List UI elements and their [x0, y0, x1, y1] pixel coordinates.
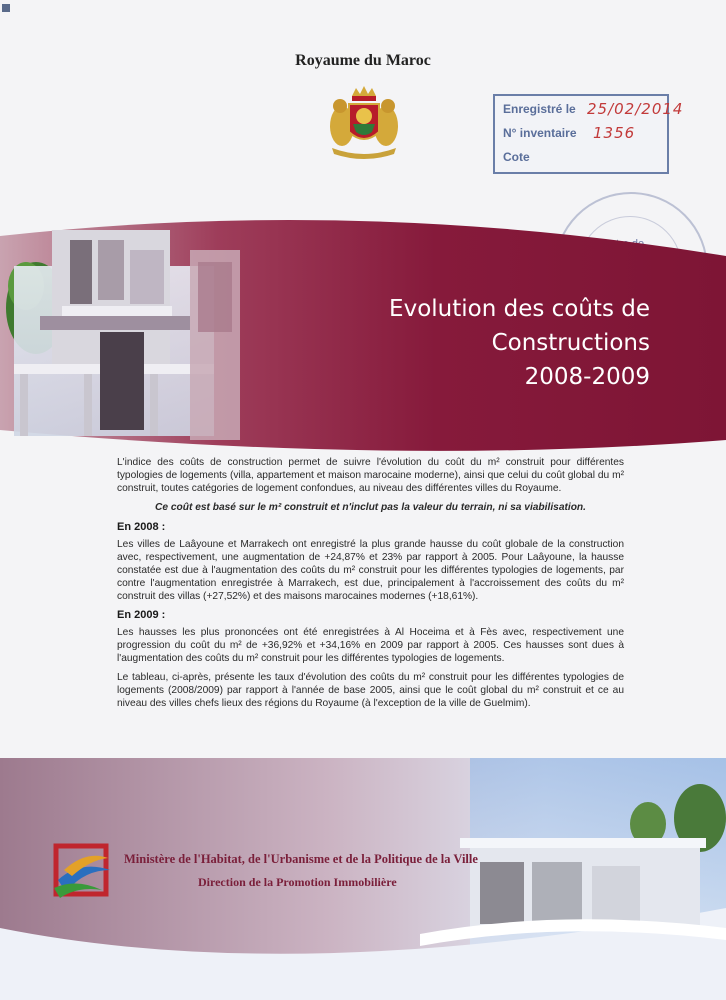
cote-label: Cote [503, 150, 530, 164]
emphasis-note: Ce coût est basé sur le m² construit et n'inclut pas la valeur du terrain, ni sa viabilisation. [155, 502, 586, 513]
paragraph-2009: Les hausses les plus prononcées ont été enregistrées à Al Hoceima et à Fès avec, respectivement une progression du coût du m² de +36,92% et +34,16% en 2009 par rapport à 2005. Ces hausses sont dues à l'augmentation des coûts du m² construit pour les différentes typologies de logements. [117, 627, 624, 664]
inventory-label: N° inventaire [503, 126, 577, 140]
scan-corner-mark [2, 4, 10, 12]
registration-stamp [493, 94, 684, 174]
registered-date: 25/02/2014 [587, 100, 684, 118]
intro-paragraph: L'indice des coûts de construction permet de suivre l'évolution du coût du m² construit pour différentes typologies de logements (villa, appartement et maison marocaine moderne), ainsi que celui du coût global du m² construit, toutes catégories de logement confondues, au niveau des différentes villes du Royaume. [117, 457, 624, 494]
inventory-number: 1356 [593, 124, 636, 142]
kingdom-title: Royaume du Maroc [295, 52, 431, 69]
paragraph-table: Le tableau, ci-après, présente les taux d'évolution des coûts du m² construit pour les différentes typologies de logements (2008/2009) par rapport à l'année de base 2005, ainsi que le coût global du m² construit et ce au niveau des villes chefs lieux des régions du Royaume (à l'exception de la ville de Guelmim). [117, 672, 624, 709]
main-content [117, 456, 624, 716]
registered-label: Enregistré le [503, 102, 576, 116]
heading-2009: En 2009 : [117, 609, 166, 621]
ministry-logo-icon [50, 840, 114, 904]
ministry-name: Ministère de l'Habitat, de l'Urbanisme et de la Politique de la Ville [124, 852, 478, 866]
title-line-3: 2008-2009 [524, 364, 650, 390]
document-title [389, 292, 650, 394]
title-line-1: Evolution des coûts de [389, 296, 650, 322]
heading-2008: En 2008 : [117, 521, 166, 533]
direction-name: Direction de la Promotion Immobilière [198, 875, 397, 889]
paragraph-2008: Les villes de Laâyoune et Marrakech ont enregistré la plus grande hausse du coût globale de la construction avec, respectivement, une augmentation de +24,87% et 23% par rapport à 2005. Pour Laâyoune, la hausse constatée est due à l'augmentation des coûts du m² construit pour les différentes typologies de logements, par contre l'augmentation enregistrée à Marrakech, est due, principalement à l'accroissement des coûts du m² construit des villas (+27,52%) et des maisons marocaines modernes (+18,61%). [117, 539, 624, 602]
title-line-2: Constructions [491, 330, 650, 356]
coat-of-arms-icon [322, 82, 406, 160]
